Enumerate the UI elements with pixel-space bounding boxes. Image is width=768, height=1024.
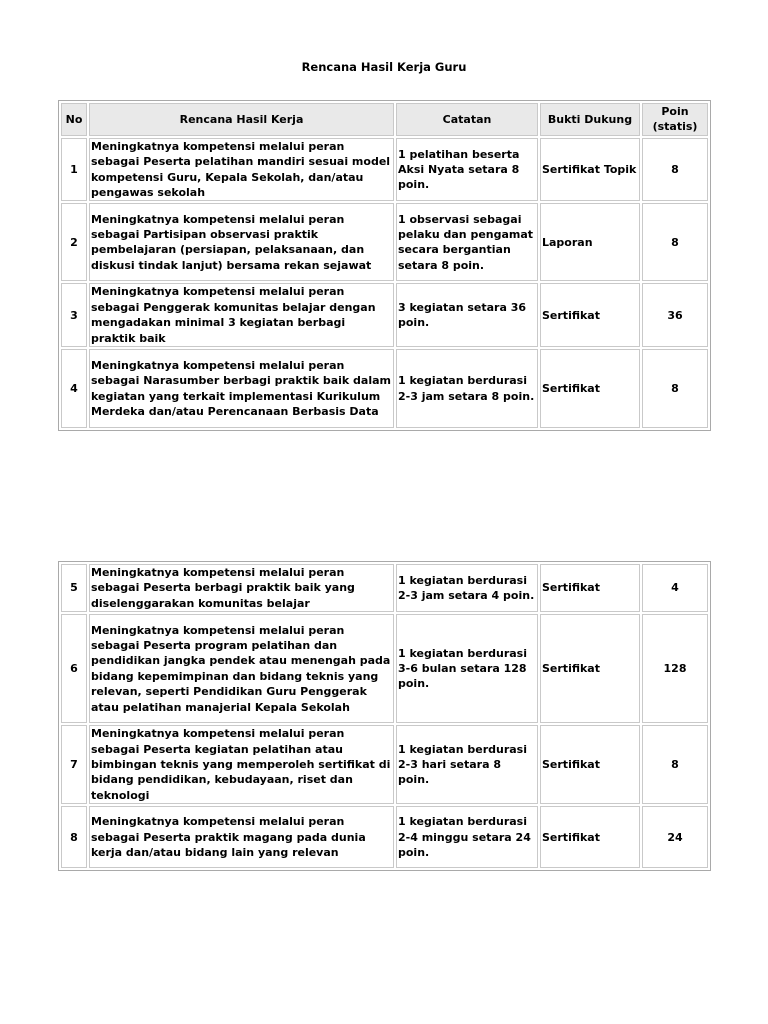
cell-poin: 4 [642,564,708,612]
table-row [61,138,708,202]
cell-no: 3 [61,283,87,347]
cell-catatan: 1 observasi sebagai pelaku dan pengamat secara bergantian setara 8 poin. [396,203,538,281]
cell-no: 1 [61,138,87,202]
cell-bukti: Sertifikat [540,564,640,612]
cell-rencana: Meningkatnya kompetensi melalui peran sebagai Penggerak komunitas belajar dengan mengadakan minimal 3 kegiatan berbagi praktik baik [89,283,394,347]
header-catatan: Catatan [396,103,538,136]
cell-catatan: 1 kegiatan berdurasi 2-3 jam setara 4 poin. [396,564,538,612]
cell-no: 2 [61,203,87,281]
table-header-row [61,103,708,136]
header-bukti-dukung: Bukti Dukung [540,103,640,136]
cell-no: 6 [61,614,87,723]
cell-no: 7 [61,725,87,804]
cell-bukti: Sertifikat [540,806,640,868]
cell-poin: 8 [642,349,708,428]
cell-bukti: Sertifikat [540,349,640,428]
cell-catatan: 1 kegiatan berdurasi 2-4 minggu setara 24 poin. [396,806,538,868]
table-row [61,725,708,804]
cell-catatan: 1 kegiatan berdurasi 3-6 bulan setara 128 poin. [396,614,538,723]
cell-poin: 8 [642,138,708,202]
table-row [61,564,708,612]
document-title: Rencana Hasil Kerja Guru [301,60,467,74]
cell-rencana: Meningkatnya kompetensi melalui peran sebagai Partisipan observasi praktik pembelajaran (persiapan, pelaksanaan, dan diskusi tindak lanjut) bersama rekan sejawat [89,203,394,281]
rhk-table-page-2 [58,561,711,871]
cell-poin: 8 [642,725,708,804]
cell-rencana: Meningkatnya kompetensi melalui peran sebagai Peserta program pelatihan dan pendidikan jangka pendek atau menengah pada bidang kepemimpinan dan bidang teknis yang relevan, seperti Pendidikan Guru Penggerak atau pelatihan manajerial Kepala Sekolah [89,614,394,723]
header-no: No [61,103,87,136]
cell-no: 8 [61,806,87,868]
table-row [61,203,708,281]
table-row [61,806,708,868]
cell-rencana: Meningkatnya kompetensi melalui peran sebagai Peserta kegiatan pelatihan atau bimbingan teknis yang memperoleh sertifikat di bidang pendidikan, kebudayaan, riset dan teknologi [89,725,394,804]
cell-rencana: Meningkatnya kompetensi melalui peran sebagai Peserta berbagi praktik baik yang diselenggarakan komunitas belajar [89,564,394,612]
cell-poin: 128 [642,614,708,723]
cell-catatan: 1 kegiatan berdurasi 2-3 hari setara 8 poin. [396,725,538,804]
table-row [61,614,708,723]
table-row [61,283,708,347]
header-rencana-hasil-kerja: Rencana Hasil Kerja [89,103,394,136]
cell-poin: 24 [642,806,708,868]
cell-bukti: Sertifikat [540,614,640,723]
cell-catatan: 1 pelatihan beserta Aksi Nyata setara 8 poin. [396,138,538,202]
rhk-table-page-1 [58,100,711,431]
table-row [61,349,708,428]
cell-rencana: Meningkatnya kompetensi melalui peran sebagai Peserta praktik magang pada dunia kerja dan/atau bidang lain yang relevan [89,806,394,868]
cell-bukti: Sertifikat [540,725,640,804]
cell-poin: 36 [642,283,708,347]
cell-catatan: 3 kegiatan setara 36 poin. [396,283,538,347]
cell-rencana: Meningkatnya kompetensi melalui peran sebagai Peserta pelatihan mandiri sesuai model kompetensi Guru, Kepala Sekolah, dan/atau pengawas sekolah [89,138,394,202]
cell-poin: 8 [642,203,708,281]
cell-catatan: 1 kegiatan berdurasi 2-3 jam setara 8 poin. [396,349,538,428]
cell-no: 5 [61,564,87,612]
header-poin: Poin (statis) [642,103,708,136]
cell-no: 4 [61,349,87,428]
cell-bukti: Sertifikat [540,283,640,347]
cell-bukti: Laporan [540,203,640,281]
cell-bukti: Sertifikat Topik [540,138,640,202]
cell-rencana: Meningkatnya kompetensi melalui peran sebagai Narasumber berbagi praktik baik dalam kegiatan yang terkait implementasi Kurikulum Merdeka dan/atau Perencanaan Berbasis Data [89,349,394,428]
